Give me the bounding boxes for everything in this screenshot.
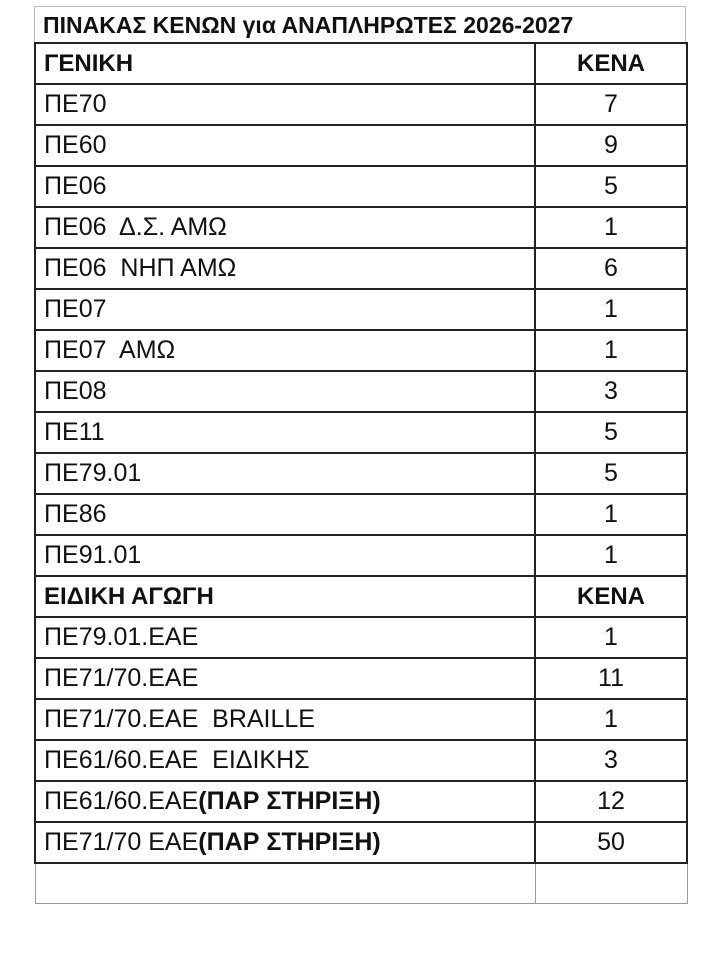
- count-cell: 7: [535, 84, 687, 125]
- count-cell: 9: [535, 125, 687, 166]
- table-row: [35, 781, 687, 822]
- count-cell: 1: [535, 494, 687, 535]
- specialty-cell: ΠΕ86: [35, 494, 535, 535]
- specialty-suffix: (ΠΑΡ ΣΤΗΡΙΞΗ): [198, 787, 381, 815]
- table-row: [35, 371, 687, 412]
- section-title: ΕΙΔΙΚΗ ΑΓΩΓΗ: [35, 576, 535, 617]
- section-header-general: [35, 43, 687, 84]
- specialty-cell: ΠΕ11: [35, 412, 535, 453]
- table-row: [35, 207, 687, 248]
- count-cell: 1: [535, 330, 687, 371]
- count-cell: 1: [535, 699, 687, 740]
- count-cell: 50: [535, 822, 687, 863]
- table-row: [35, 412, 687, 453]
- section-header-special-education: [35, 576, 687, 617]
- specialty-code: ΠΕ71/70.ΕΑΕ BRAILLE: [44, 705, 315, 733]
- specialty-cell: ΠΕ06 ΝΗΠ ΑΜΩ: [35, 248, 535, 289]
- section-title: ΓΕΝΙΚΗ: [35, 43, 535, 84]
- specialty-cell: [35, 822, 535, 863]
- table-row: [35, 248, 687, 289]
- count-header: ΚΕΝΑ: [535, 43, 687, 84]
- specialty-cell: ΠΕ07: [35, 289, 535, 330]
- count-cell: 1: [535, 617, 687, 658]
- table-row: [35, 125, 687, 166]
- specialty-cell: [35, 781, 535, 822]
- count-cell: 11: [535, 658, 687, 699]
- count-cell: 5: [535, 453, 687, 494]
- count-cell: 1: [535, 289, 687, 330]
- table-row: [35, 699, 687, 740]
- table-row: [35, 330, 687, 371]
- count-cell: 1: [535, 207, 687, 248]
- specialty-cell: ΠΕ07 ΑΜΩ: [35, 330, 535, 371]
- count-cell: 1: [535, 535, 687, 576]
- count-cell: 12: [535, 781, 687, 822]
- count-cell: 3: [535, 740, 687, 781]
- specialty-code: ΠΕ61/60.ΕΑΕ: [44, 787, 199, 815]
- table-row: [35, 166, 687, 207]
- vacancy-sheet: [34, 6, 686, 904]
- empty-row: [35, 863, 687, 904]
- vacancy-table-body: [35, 43, 687, 904]
- count-header: ΚΕΝΑ: [535, 576, 687, 617]
- table-row: [35, 453, 687, 494]
- table-row: [35, 822, 687, 863]
- specialty-cell: ΠΕ08: [35, 371, 535, 412]
- specialty-code: ΠΕ61/60.ΕΑΕ ΕΙΔΙΚΗΣ: [44, 746, 310, 774]
- specialty-cell: [35, 617, 535, 658]
- specialty-code: ΠΕ71/70 ΕΑΕ: [44, 828, 199, 856]
- specialty-cell: ΠΕ70: [35, 84, 535, 125]
- specialty-cell: ΠΕ60: [35, 125, 535, 166]
- empty-cell: [535, 863, 687, 904]
- specialty-cell: [35, 699, 535, 740]
- table-row: [35, 84, 687, 125]
- specialty-cell: ΠΕ06 Δ.Σ. ΑΜΩ: [35, 207, 535, 248]
- count-cell: 5: [535, 166, 687, 207]
- specialty-cell: ΠΕ91.01: [35, 535, 535, 576]
- specialty-cell: [35, 740, 535, 781]
- specialty-suffix: (ΠΑΡ ΣΤΗΡΙΞΗ): [198, 828, 381, 856]
- table-row: [35, 289, 687, 330]
- table-row: [35, 535, 687, 576]
- specialty-cell: ΠΕ06: [35, 166, 535, 207]
- specialty-cell: ΠΕ79.01: [35, 453, 535, 494]
- vacancy-table: [34, 42, 688, 904]
- specialty-code: ΠΕ71/70.ΕΑΕ: [44, 664, 199, 692]
- specialty-cell: [35, 658, 535, 699]
- count-cell: 6: [535, 248, 687, 289]
- table-row: [35, 494, 687, 535]
- page-title: ΠΙΝΑΚΑΣ ΚΕΝΩΝ για ΑΝΑΠΛΗΡΩΤΕΣ 2026-2027: [34, 6, 686, 42]
- count-cell: 3: [535, 371, 687, 412]
- table-row: [35, 617, 687, 658]
- empty-cell: [35, 863, 535, 904]
- table-row: [35, 658, 687, 699]
- specialty-code: ΠΕ79.01.ΕΑΕ: [44, 623, 199, 651]
- table-row: [35, 740, 687, 781]
- count-cell: 5: [535, 412, 687, 453]
